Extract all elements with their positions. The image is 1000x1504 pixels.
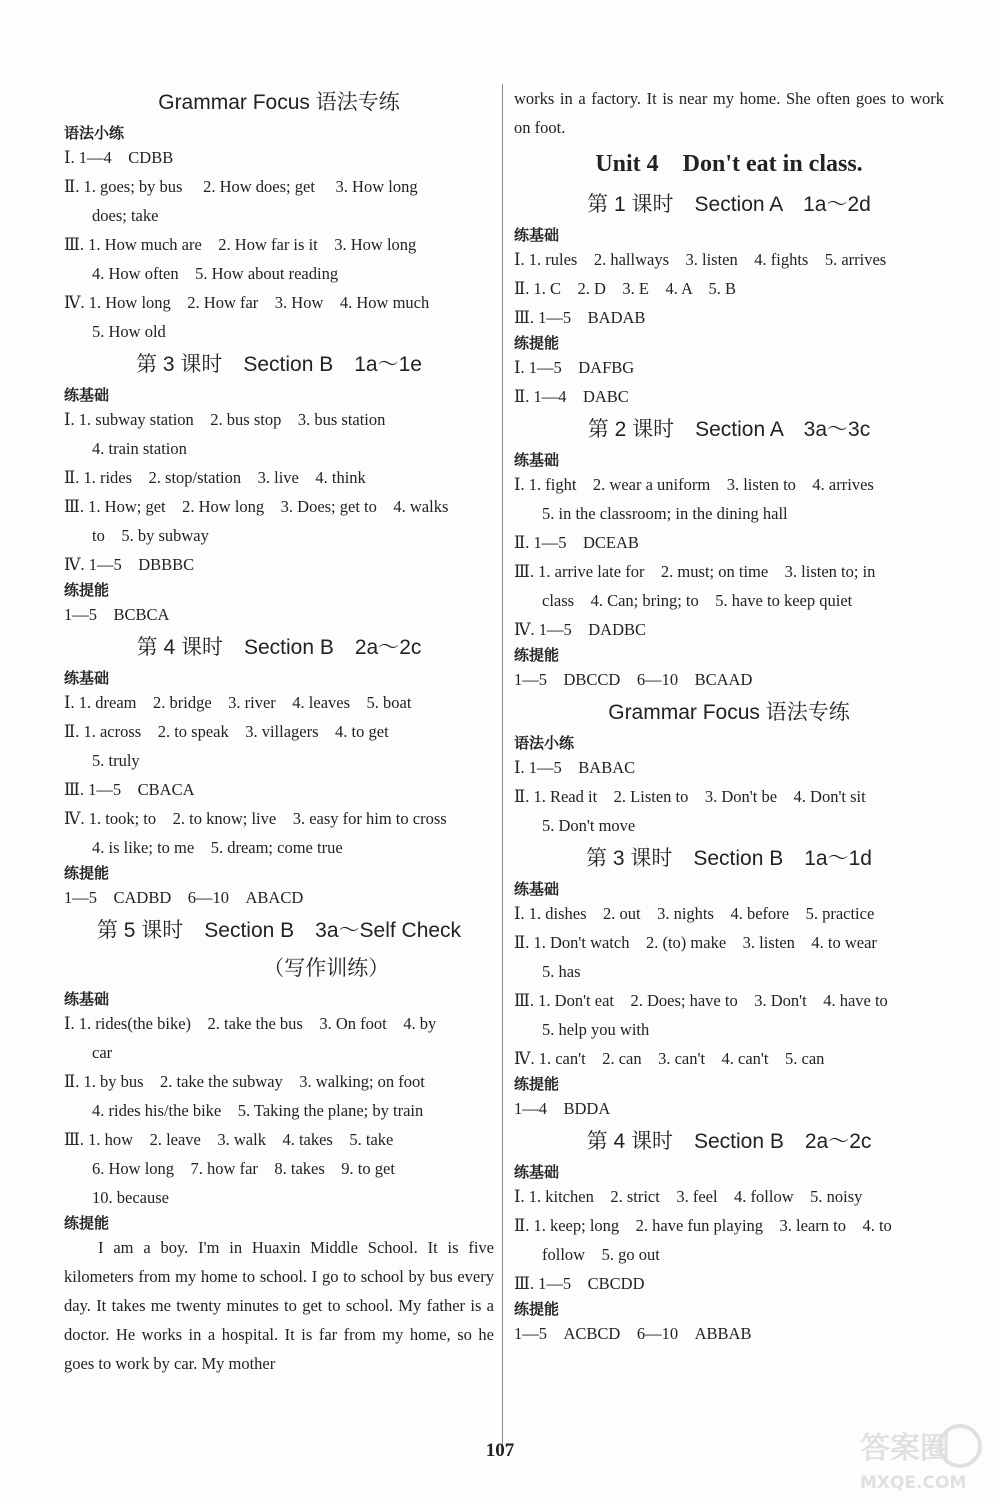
answer-line: Ⅱ. 1. rides 2. stop/station 3. live 4. think	[64, 468, 366, 487]
section-heading: Grammar Focus 语法专练	[158, 91, 400, 114]
answer-line: 1—4 BDDA	[514, 1099, 611, 1118]
section-heading: Grammar Focus 语法专练	[608, 701, 850, 724]
answer-line: Ⅱ. 1. by bus 2. take the subway 3. walking; on foot	[64, 1072, 425, 1091]
answer-line: Ⅳ. 1. can't 2. can 3. can't 4. can't 5. can	[514, 1049, 825, 1068]
answer-line-continued: 5. help you with	[542, 1020, 650, 1039]
answer-line: Ⅳ. 1. took; to 2. to know; live 3. easy for him to cross	[64, 809, 447, 828]
answer-line: Ⅰ. 1. fight 2. wear a uniform 3. listen to 4. arrives	[514, 475, 874, 494]
answer-line-continued: 5. has	[542, 962, 581, 981]
answer-line: Ⅰ. 1. subway station 2. bus stop 3. bus station	[64, 410, 386, 429]
answer-line: Ⅱ. 1. keep; long 2. have fun playing 3. learn to 4. to	[514, 1216, 892, 1235]
answer-line: Ⅰ. 1—5 DAFBG	[514, 358, 635, 377]
answer-line-continued: to 5. by subway	[92, 526, 209, 545]
answer-line: Ⅲ. 1. Don't eat 2. Does; have to 3. Don't 4. have to	[514, 991, 888, 1010]
answer-line-continued: 4. rides his/the bike 5. Taking the plane; by train	[92, 1101, 424, 1120]
subheading: 练提能	[514, 1300, 560, 1318]
writing-paragraph: I am a boy. I'm in Huaxin Middle School. It is five kilometers from my home to school. I go to school by bus every day. It takes me twenty minutes to get to school. My father is a doctor. He works in a hospital. It is far from my home, so he goes to work by car. My mother	[64, 1238, 494, 1373]
answer-line-continued: 4. train station	[92, 439, 187, 458]
answer-line: Ⅲ. 1—5 CBCDD	[514, 1274, 645, 1293]
answer-line: Ⅰ. 1—4 CDBB	[64, 148, 174, 167]
subheading: 练提能	[64, 581, 110, 599]
answer-line-continued: class 4. Can; bring; to 5. have to keep quiet	[542, 591, 853, 610]
answer-line: Ⅱ. 1. Don't watch 2. (to) make 3. listen 4. to wear	[514, 933, 877, 952]
answer-line: 1—5 BCBCA	[64, 605, 170, 624]
answer-line-continued: follow 5. go out	[542, 1245, 660, 1264]
answer-line: Ⅰ. 1. dishes 2. out 3. nights 4. before 5. practice	[514, 904, 875, 923]
unit-title: Unit 4 Don't eat in class.	[595, 151, 863, 177]
answer-line: Ⅳ. 1—5 DADBC	[514, 620, 646, 639]
watermark-icon	[854, 1416, 984, 1496]
answer-line: Ⅱ. 1—4 DABC	[514, 387, 629, 406]
answer-line-continued: 5. Don't move	[542, 816, 636, 835]
answer-line-continued: 6. How long 7. how far 8. takes 9. to get	[92, 1159, 395, 1178]
answer-line-continued: car	[92, 1043, 113, 1062]
answer-line-continued: 10. because	[92, 1188, 169, 1207]
answer-line: Ⅰ. 1. rides(the bike) 2. take the bus 3. On foot 4. by	[64, 1014, 437, 1033]
answer-line: Ⅲ. 1. how 2. leave 3. walk 4. takes 5. take	[64, 1130, 394, 1149]
answer-line: Ⅳ. 1. How long 2. How far 3. How 4. How much	[64, 293, 430, 312]
subheading: 语法小练	[514, 734, 575, 752]
subheading: 练提能	[514, 646, 560, 664]
answer-line: Ⅰ. 1. rules 2. hallways 3. listen 4. fights 5. arrives	[514, 250, 887, 269]
section-heading: 第 4 课时 Section B 2a～2c	[136, 636, 422, 659]
answer-line: Ⅱ. 1. across 2. to speak 3. villagers 4. to get	[64, 722, 389, 741]
watermark-line2: MXQE.COM	[860, 1473, 967, 1493]
writing-paragraph-continued: works in a factory. It is near my home. She often goes to work on foot.	[514, 89, 944, 137]
section-heading: 第 2 课时 Section A 3a～3c	[587, 418, 871, 441]
subheading: 练基础	[514, 451, 560, 469]
answer-line: 1—5 DBCCD 6—10 BCAAD	[514, 670, 753, 689]
section-heading: 第 4 课时 Section B 2a～2c	[586, 1130, 872, 1153]
answer-line: Ⅱ. 1. C 2. D 3. E 4. A 5. B	[514, 279, 737, 298]
section-heading: 第 3 课时 Section B 1a～1d	[586, 847, 872, 870]
section-heading: 第 3 课时 Section B 1a～1e	[136, 353, 422, 376]
answer-line: Ⅰ. 1—5 BABAC	[514, 758, 636, 777]
answer-line-continued: 5. truly	[92, 751, 140, 770]
subheading: 练基础	[514, 880, 560, 898]
subheading: 练提能	[514, 334, 560, 352]
answer-line: Ⅲ. 1—5 BADAB	[514, 308, 646, 327]
answer-line: Ⅳ. 1—5 DBBBC	[64, 555, 195, 574]
subheading: 练提能	[514, 1075, 560, 1093]
answer-line: Ⅱ. 1. Read it 2. Listen to 3. Don't be 4. Don't sit	[514, 787, 866, 806]
subheading: 练基础	[514, 1163, 560, 1181]
answer-line: 1—5 CADBD 6—10 ABACD	[64, 888, 304, 907]
subheading: 练提能	[64, 864, 110, 882]
watermark-line1: 答案圈	[860, 1431, 950, 1466]
left-column	[64, 84, 494, 1378]
subheading: 练基础	[64, 669, 110, 687]
answer-line: Ⅲ. 1. How; get 2. How long 3. Does; get to 4. walks	[64, 497, 449, 516]
subheading: 练提能	[64, 1214, 110, 1232]
subheading: 练基础	[64, 990, 110, 1008]
answer-line-continued: 4. is like; to me 5. dream; come true	[92, 838, 343, 857]
answer-line-continued: 4. How often 5. How about reading	[92, 264, 339, 283]
subheading: 练基础	[514, 226, 560, 244]
answer-line: Ⅰ. 1. kitchen 2. strict 3. feel 4. follow 5. noisy	[514, 1187, 863, 1206]
answer-line: Ⅰ. 1. dream 2. bridge 3. river 4. leaves 5. boat	[64, 693, 412, 712]
answer-line: Ⅱ. 1. goes; by bus 2. How does; get 3. How long	[64, 177, 418, 196]
answer-line: Ⅲ. 1—5 CBACA	[64, 780, 195, 799]
watermark-logo	[854, 1416, 984, 1496]
answer-line-continued: does; take	[92, 206, 159, 225]
right-column	[514, 84, 944, 1348]
answer-line-continued: 5. in the classroom; in the dining hall	[542, 504, 788, 523]
subheading: 练基础	[64, 386, 110, 404]
answer-line-continued: 5. How old	[92, 322, 166, 341]
page-number: 107	[485, 1440, 515, 1461]
section-heading: （写作训练）	[168, 957, 390, 980]
answer-line: Ⅲ. 1. How much are 2. How far is it 3. How long	[64, 235, 417, 254]
section-heading: 第 5 课时 Section B 3a～Self Check	[96, 919, 462, 942]
subheading: 语法小练	[64, 124, 125, 142]
column-divider	[502, 84, 503, 1444]
answer-line: 1—5 ACBCD 6—10 ABBAB	[514, 1324, 752, 1343]
answer-line: Ⅲ. 1. arrive late for 2. must; on time 3. listen to; in	[514, 562, 876, 581]
section-heading: 第 1 课时 Section A 1a～2d	[587, 193, 871, 216]
answer-line: Ⅱ. 1—5 DCEAB	[514, 533, 639, 552]
